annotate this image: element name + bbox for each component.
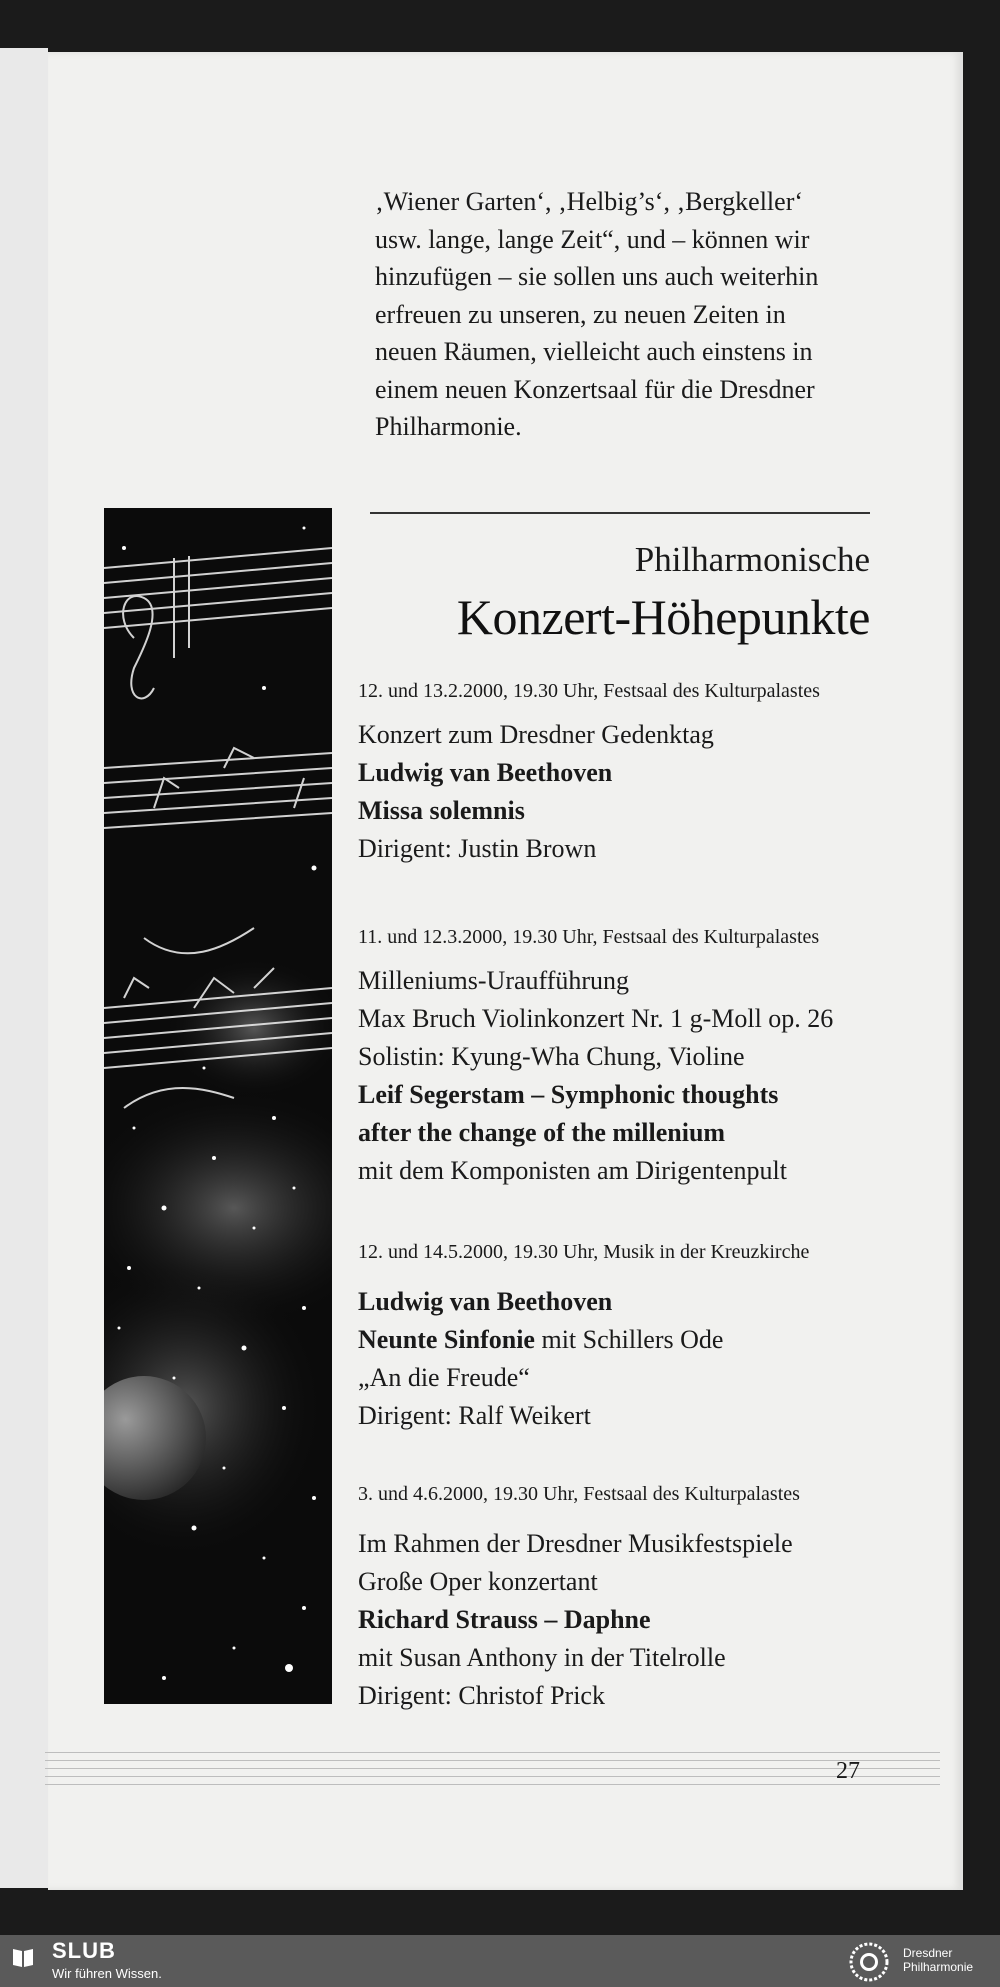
intro-line: neuen Räumen, vielleicht auch einstens in — [375, 337, 813, 366]
concert-line: Richard Strauss – Daphne — [358, 1605, 651, 1634]
concert-line: Ludwig van Beethoven — [358, 758, 613, 787]
intro-paragraph — [375, 183, 870, 446]
concert-date: 3. und 4.6.2000, 19.30 Uhr, Festsaal des Kulturpalastes — [358, 1483, 800, 1505]
heading-line-2: Konzert-Höhepunkte — [456, 589, 870, 645]
concert-line: mit dem Komponisten am Dirigentenpult — [358, 1156, 787, 1185]
concert-line: Dirigent: Justin Brown — [358, 834, 597, 863]
concert-line: Max Bruch Violinkonzert Nr. 1 g-Moll op. 26 — [358, 1004, 834, 1033]
concert-line: Milleniums-Uraufführung — [358, 966, 630, 995]
concert-line: Leif Segerstam – Symphonic thoughts — [358, 1080, 779, 1109]
music-galaxy-illustration — [104, 508, 332, 1704]
page-number: 27 — [836, 1758, 860, 1784]
section-divider — [370, 512, 870, 514]
previous-page-edge — [0, 48, 48, 1888]
ring-logo-icon — [845, 1940, 893, 1984]
concert-line: Ludwig van Beethoven — [358, 1287, 613, 1316]
intro-line: hinzufügen – sie sollen uns auch weiterhin — [375, 262, 819, 291]
heading-line-1: Philharmonische — [634, 540, 870, 579]
footer-staff-lines — [45, 1752, 940, 1796]
concert-line: Dirigent: Ralf Weikert — [358, 1401, 591, 1430]
intro-line: ‚Wiener Garten‘, ‚Helbig’s‘, ‚Bergkeller‘ — [375, 187, 804, 216]
concert-date: 12. und 14.5.2000, 19.30 Uhr, Musik in der Kreuzkirche — [358, 1241, 810, 1263]
concert-line: Solistin: Kyung-Wha Chung, Violine — [358, 1042, 745, 1071]
concert-line: after the change of the millenium — [358, 1118, 726, 1147]
intro-line: erfreuen zu unseren, zu neuen Zeiten in — [375, 299, 786, 329]
library-name[interactable]: SLUB — [52, 1938, 116, 1963]
concert-line: Dirigent: Christof Prick — [358, 1681, 605, 1710]
intro-line: einem neuen Konzertsaal für die Dresdner — [375, 374, 815, 404]
concert-date: 11. und 12.3.2000, 19.30 Uhr, Festsaal des Kulturpalastes — [358, 926, 820, 948]
concert-entry — [358, 924, 878, 1190]
concert-line: Konzert zum Dresdner Gedenktag — [358, 720, 714, 749]
concert-entry — [358, 1239, 878, 1435]
concert-line: Große Oper konzertant — [358, 1567, 598, 1596]
partner-line-2: Philharmonie — [903, 1960, 974, 1974]
partner-line-1: Dresdner — [903, 1946, 953, 1960]
intro-line: Philharmonie. — [375, 412, 522, 441]
library-tagline: Wir führen Wissen. — [52, 1966, 162, 1981]
book-icon — [12, 1946, 34, 1968]
concert-line: Missa solemnis — [358, 796, 525, 825]
partner-logo-text[interactable] — [903, 1946, 973, 1974]
concert-date: 12. und 13.2.2000, 19.30 Uhr, Festsaal des Kulturpalastes — [358, 680, 820, 702]
concert-line-bold: Neunte Sinfonie — [358, 1325, 535, 1354]
music-galaxy-image — [104, 508, 332, 1704]
concert-line-rest: mit Schillers Ode — [534, 1325, 724, 1354]
concert-entry — [358, 678, 878, 868]
intro-line: usw. lange, lange Zeit“, und – können wir — [375, 224, 810, 254]
concert-line: Im Rahmen der Dresdner Musikfestspiele — [358, 1529, 793, 1558]
concert-entry — [358, 1481, 878, 1715]
concert-line: mit Susan Anthony in der Titelrolle — [358, 1643, 726, 1672]
concert-line: „An die Freude“ — [358, 1363, 530, 1392]
concert-line — [358, 1321, 878, 1359]
